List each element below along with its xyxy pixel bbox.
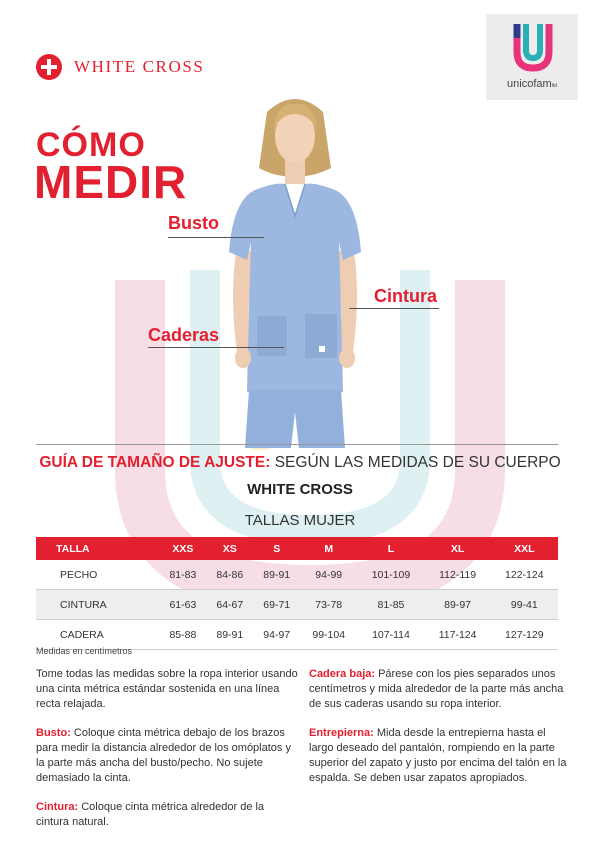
table-header-row xyxy=(36,537,558,560)
table-row xyxy=(36,590,558,620)
instructions-left-column xyxy=(36,667,298,844)
unicofam-logo-box xyxy=(486,14,578,100)
unicofam-u-logo xyxy=(511,22,555,72)
table-cell: 85-88 xyxy=(159,620,206,650)
bust-pointer-line xyxy=(168,237,264,238)
inseam-paragraph xyxy=(309,726,571,786)
bust-keyword: Busto: xyxy=(36,727,71,739)
guide-subtitle: TALLAS MUJER xyxy=(244,512,356,529)
label-hips: Caderas xyxy=(148,325,220,345)
table-cell: 94-97 xyxy=(253,620,300,650)
table-cell: 64-67 xyxy=(206,590,253,620)
table-cell: 89-91 xyxy=(253,560,300,590)
white-cross-logo xyxy=(36,54,204,80)
table-cell: 122-124 xyxy=(491,560,558,590)
title-line-2: MEDIR xyxy=(34,156,188,208)
header-cell: XS xyxy=(206,537,253,560)
table-cell: 127-129 xyxy=(491,620,558,650)
bust-text: Coloque cinta métrica debajo de los brazos para medir la distancia alrededor de los omóplatos y la parte más ancha del busto/pecho. No sujete demasiado la cinta. xyxy=(36,727,291,784)
guide-heading xyxy=(0,454,600,472)
label-waist: Cintura xyxy=(374,286,437,306)
model-figure xyxy=(215,92,375,448)
header-cell: M xyxy=(300,537,357,560)
low-hip-paragraph xyxy=(309,667,571,712)
title-line-1: CÓMO xyxy=(36,126,146,164)
row-label: PECHO xyxy=(36,560,159,590)
table-cell: 89-91 xyxy=(206,620,253,650)
guide-brand-line: WHITE CROSS xyxy=(247,481,353,498)
section-divider xyxy=(36,444,558,445)
table-cell: 107-114 xyxy=(357,620,424,650)
header-cell: L xyxy=(357,537,424,560)
brand-name: WHITE CROSS xyxy=(74,57,205,76)
hips-pointer-line xyxy=(148,347,284,348)
low-hip-text: Párese con los pies separados unos centímetros y mida alrededor de la parte más ancha de sus caderas usando su ropa interior. xyxy=(309,668,564,710)
intro-paragraph: Tome todas las medidas sobre la ropa interior usando una cinta métrica estándar sostenida en una línea recta relajada. xyxy=(36,668,298,710)
table-cell: 84-86 xyxy=(206,560,253,590)
low-hip-keyword: Cadera baja: xyxy=(309,668,376,680)
row-label: CADERA xyxy=(36,620,159,650)
header-cell: XL xyxy=(425,537,491,560)
table-cell: 99-41 xyxy=(491,590,558,620)
table-cell: 112-119 xyxy=(425,560,491,590)
red-cross-icon xyxy=(36,54,62,80)
table-cell: 69-71 xyxy=(253,590,300,620)
waist-paragraph xyxy=(36,800,298,830)
inseam-keyword: Entrepierna: xyxy=(309,727,374,739)
guide-heading-rest: SEGÚN LAS MEDIDAS DE SU CUERPO xyxy=(270,454,561,471)
header-cell: XXS xyxy=(159,537,206,560)
units-note: Medidas en centímetros xyxy=(36,646,133,656)
header-cell: TALLA xyxy=(36,537,159,560)
table-row xyxy=(36,560,558,590)
table-cell: 61-63 xyxy=(159,590,206,620)
instructions-right-column xyxy=(309,667,571,800)
waist-text: Coloque cinta métrica alrededor de la cintura natural. xyxy=(36,801,265,828)
inseam-text: Mida desde la entrepierna hasta el largo deseado del pantalón, rompiendo en la parte superior del zapato y justo por encima del talón en la espalda. Se deben usar zapatos apropiados. xyxy=(309,727,567,784)
table-cell: 81-85 xyxy=(357,590,424,620)
label-bust: Busto xyxy=(168,213,219,233)
size-table xyxy=(36,537,558,650)
guide-heading-strong: GUÍA DE TAMAÑO DE AJUSTE: xyxy=(39,454,271,471)
header-cell: XXL xyxy=(491,537,558,560)
bust-paragraph xyxy=(36,726,298,786)
table-cell: 117-124 xyxy=(425,620,491,650)
table-cell: 101-109 xyxy=(357,560,424,590)
table-cell: 89-97 xyxy=(425,590,491,620)
waist-keyword: Cintura: xyxy=(36,801,79,813)
waist-pointer-line xyxy=(349,308,439,309)
table-row xyxy=(36,620,558,650)
unicofam-wordmark: unicofamltd xyxy=(507,78,557,90)
header-cell: S xyxy=(253,537,300,560)
row-label: CINTURA xyxy=(36,590,159,620)
table-cell: 99-104 xyxy=(300,620,357,650)
table-cell: 73-78 xyxy=(300,590,357,620)
table-cell: 94-99 xyxy=(300,560,357,590)
table-cell: 81-83 xyxy=(159,560,206,590)
